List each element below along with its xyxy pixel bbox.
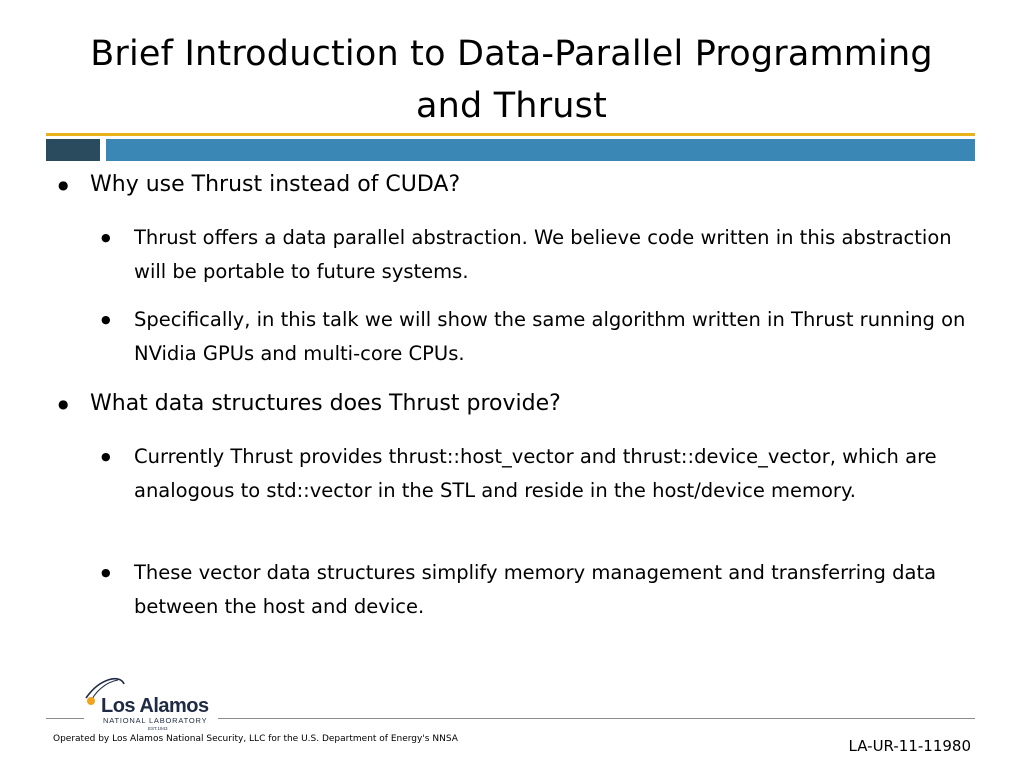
footer-operated-by: Operated by Los Alamos National Security, LLC for the U.S. Department of Energy's NNSA <box>53 734 458 744</box>
footer-rule-right <box>218 718 975 719</box>
bullet-marker: ● <box>58 178 69 192</box>
bullet-item-2: What data structures does Thrust provide? <box>90 391 561 416</box>
footer-rule-left <box>46 718 84 719</box>
sub-bullet-marker: ● <box>101 566 111 579</box>
logo-est: EST.1943 <box>148 726 168 731</box>
sub-bullet-1-2: Specifically, in this talk we will show the same algorithm written in Thrust running on NVidia GPUs and multi-core CPUs. <box>134 308 966 365</box>
slide-title-line-2: and Thrust <box>415 86 608 126</box>
slide-title <box>40 28 983 132</box>
logo-orange-dot <box>87 697 95 705</box>
bullet-marker: ● <box>58 397 69 411</box>
sub-bullet-marker: ● <box>101 231 111 244</box>
footer-doc-number: LA-UR-11-11980 <box>848 737 971 755</box>
header-bar-blue <box>106 139 975 161</box>
sub-bullet-1-1: Thrust offers a data parallel abstraction. We believe code written in this abstraction will be portable to future systems. <box>134 226 952 283</box>
title-underline-gold <box>46 133 975 136</box>
logo-name: Los Alamos <box>101 695 209 717</box>
sub-bullet-2-1: Currently Thrust provides thrust::host_vector and thrust::device_vector, which are analogous to std::vector in the STL and reside in the host/device memory. <box>134 445 937 502</box>
sub-bullet-marker: ● <box>101 313 111 326</box>
header-bar-dark-block <box>46 139 100 161</box>
logo-subtitle: NATIONAL LABORATORY <box>103 716 208 725</box>
sub-bullet-2-2: These vector data structures simplify memory management and transferring data between the host and device. <box>134 561 937 618</box>
slide-title-line-1: Brief Introduction to Data-Parallel Programming <box>90 34 933 74</box>
bullet-item-1: Why use Thrust instead of CUDA? <box>90 172 461 197</box>
sub-bullet-marker: ● <box>101 450 111 463</box>
